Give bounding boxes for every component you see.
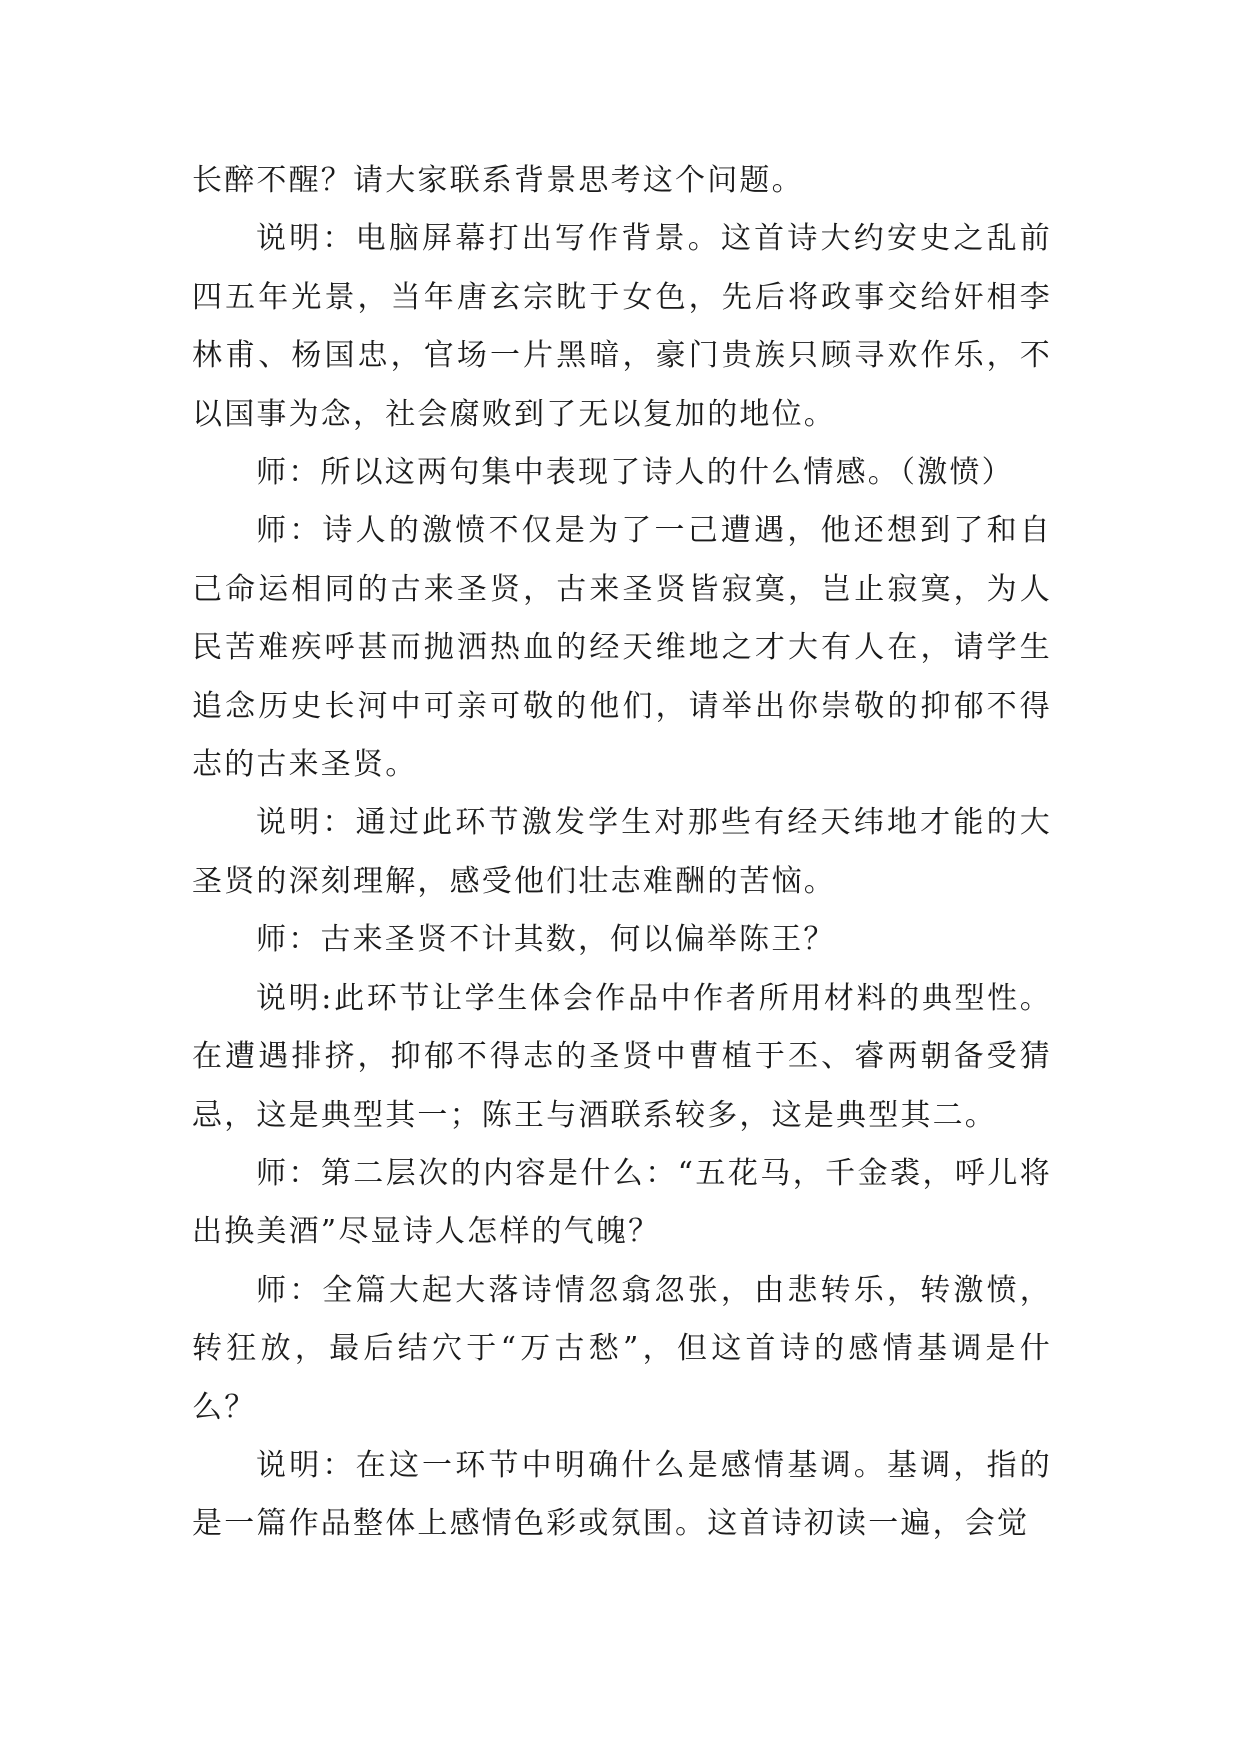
paragraph: 说明：电脑屏幕打出写作背景。这首诗大约安史之乱前四五年光景，当年唐玄宗眈于女色，先后将政事交给奸相李林甫、杨国忠，官场一片黑暗，豪门贵族只顾寻欢作乐，不以国事为念，社会腐败到了无以复加的地位。 <box>192 221 1052 432</box>
paragraph: 说明：在这一环节中明确什么是感情基调。基调，指的是一篇作品整体上感情色彩或氛围。这首诗初读一遍，会觉 <box>192 1447 1052 1542</box>
paragraph: 师：古来圣贤不计其数，何以偏举陈王？ <box>256 922 836 958</box>
paragraph: 说明:此环节让学生体会作品中作者所用材料的典型性。在遭遇排挤，抑郁不得志的圣贤中曹植于丕、睿两朝备受猜忌，这是典型其一；陈王与酒联系较多，这是典型其二。 <box>192 980 1052 1133</box>
paragraph: 师：第二层次的内容是什么：“五花马，千金裘，呼儿将出换美酒”尽显诗人怎样的气魄？ <box>192 1155 1052 1250</box>
body-text <box>192 152 1052 1554</box>
paragraph: 长醉不醒？请大家联系背景思考这个问题。 <box>192 163 804 198</box>
paragraph: 师：全篇大起大落诗情忽翕忽张，由悲转乐，转激愤，转狂放，最后结穴于“万古愁”，但这首诗的感情基调是什么？ <box>192 1272 1052 1425</box>
paragraph: 师：诗人的激愤不仅是为了一己遭遇，他还想到了和自己命运相同的古来圣贤，古来圣贤皆寂寞，岂止寂寞，为人民苦难疾呼甚而抛洒热血的经天维地之才大有人在，请学生追念历史长河中可亲可敬的他们，请举出你崇敬的抑郁不得志的古来圣贤。 <box>192 513 1052 783</box>
paragraph: 师：所以这两句集中表现了诗人的什么情感。（激愤） <box>256 455 1014 491</box>
paragraph: 说明：通过此环节激发学生对那些有经天纬地才能的大圣贤的深刻理解，感受他们壮志难酬的苦恼。 <box>192 805 1052 899</box>
